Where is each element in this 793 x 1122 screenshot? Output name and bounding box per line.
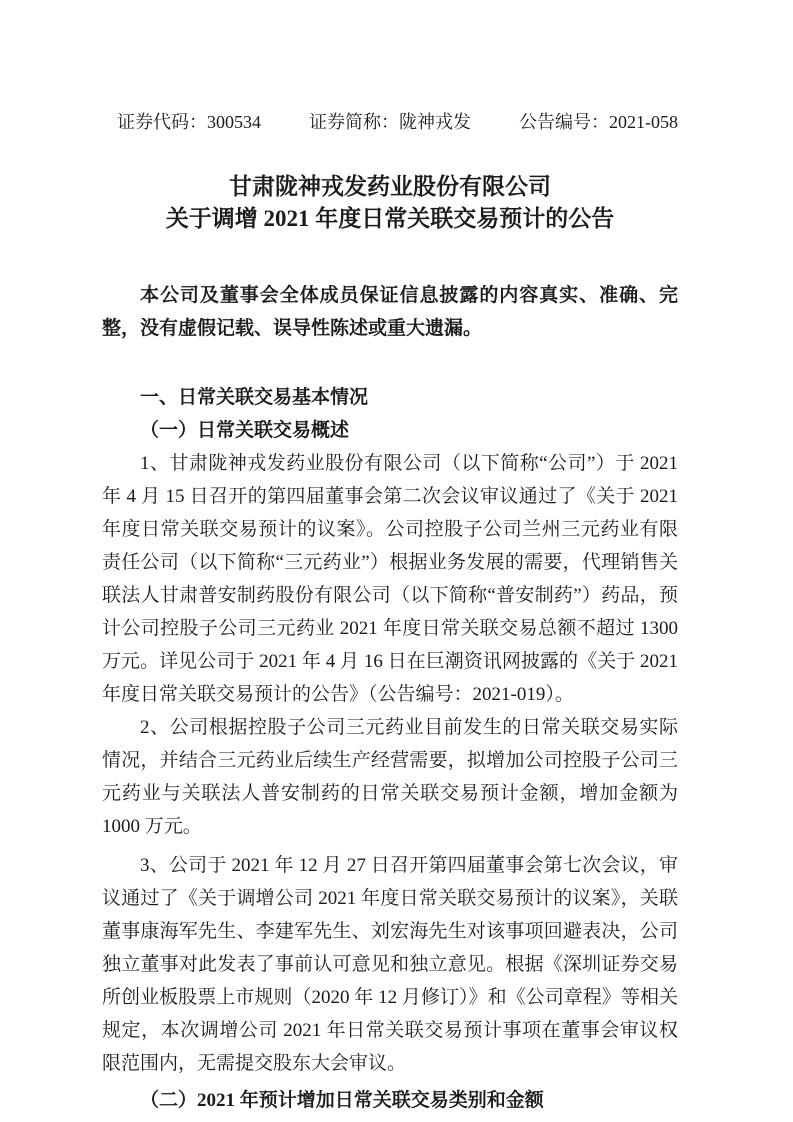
paragraph-1: 1、甘肃陇神戎发药业股份有限公司（以下简称“公司”）于 2021 年 4 月 15 日召开的第四届董事会第二次会议审议通过了《关于 2021 年度日常关联交易预计的议案》。公司控股子公司兰州三元药业有限责任公司（以下简称“三元药业”）根据业务发展的需要，代理销售关联法人甘肃普安制药股份有限公司（以下简称“普安制药”）药品，预计公司控股子公司三元药业 2021 年度日常关联交易总额不超过 1300 万元。详见公司于 2021 年 4 月 16 日在巨潮资讯网披露的《关于 2021 年度日常关联交易预计的公告》（公告编号：2021-019）。 (102, 453, 678, 705)
paragraph-2: 2、公司根据控股子公司三元药业目前发生的日常关联交易实际情况，并结合三元药业后续生产经营需要，拟增加公司控股子公司三元药业与关联法人普安制药的日常关联交易预计金额，增加金额为 1000 万元。 (102, 717, 678, 837)
board-disclaimer-statement: 本公司及董事会全体成员保证信息披露的内容真实、准确、完整，没有虚假记载、误导性陈述或重大遗漏。 (102, 285, 678, 339)
announcement-title: 关于调增 2021 年度日常关联交易预计的公告 (165, 206, 615, 231)
section-1-2-heading: （二）2021 年预计增加日常关联交易类别和金额 (140, 1090, 544, 1111)
paragraph-3: 3、公司于 2021 年 12 月 27 日召开第四届董事会第七次会议，审议通过了《关于调增公司 2021 年度日常关联交易预计的议案》，关联董事康海军先生、李建军先生、刘宏海先生对该事项回避表决，公司独立董事对此发表了事前认可意见和独立意见。根据《深圳证券交易所创业板股票上市规则（2020 年 12 月修订）》和《公司章程》等相关规定，本次调增公司 2021 年日常关联交易预计事项在董事会审议权限范围内，无需提交股东大会审议。 (102, 855, 678, 1074)
section-1-heading: 一、日常关联交易基本情况 (140, 387, 369, 408)
company-name-title: 甘肃陇神戎发药业股份有限公司 (229, 174, 551, 199)
document-title (102, 171, 678, 235)
section-1-1-heading: （一）日常关联交易概述 (140, 420, 350, 441)
stock-code: 证券代码：300534 (117, 112, 261, 132)
stock-name: 证券简称：陇神戎发 (309, 112, 471, 132)
announcement-number: 公告编号：2021-058 (519, 112, 678, 132)
document-header (102, 110, 678, 135)
